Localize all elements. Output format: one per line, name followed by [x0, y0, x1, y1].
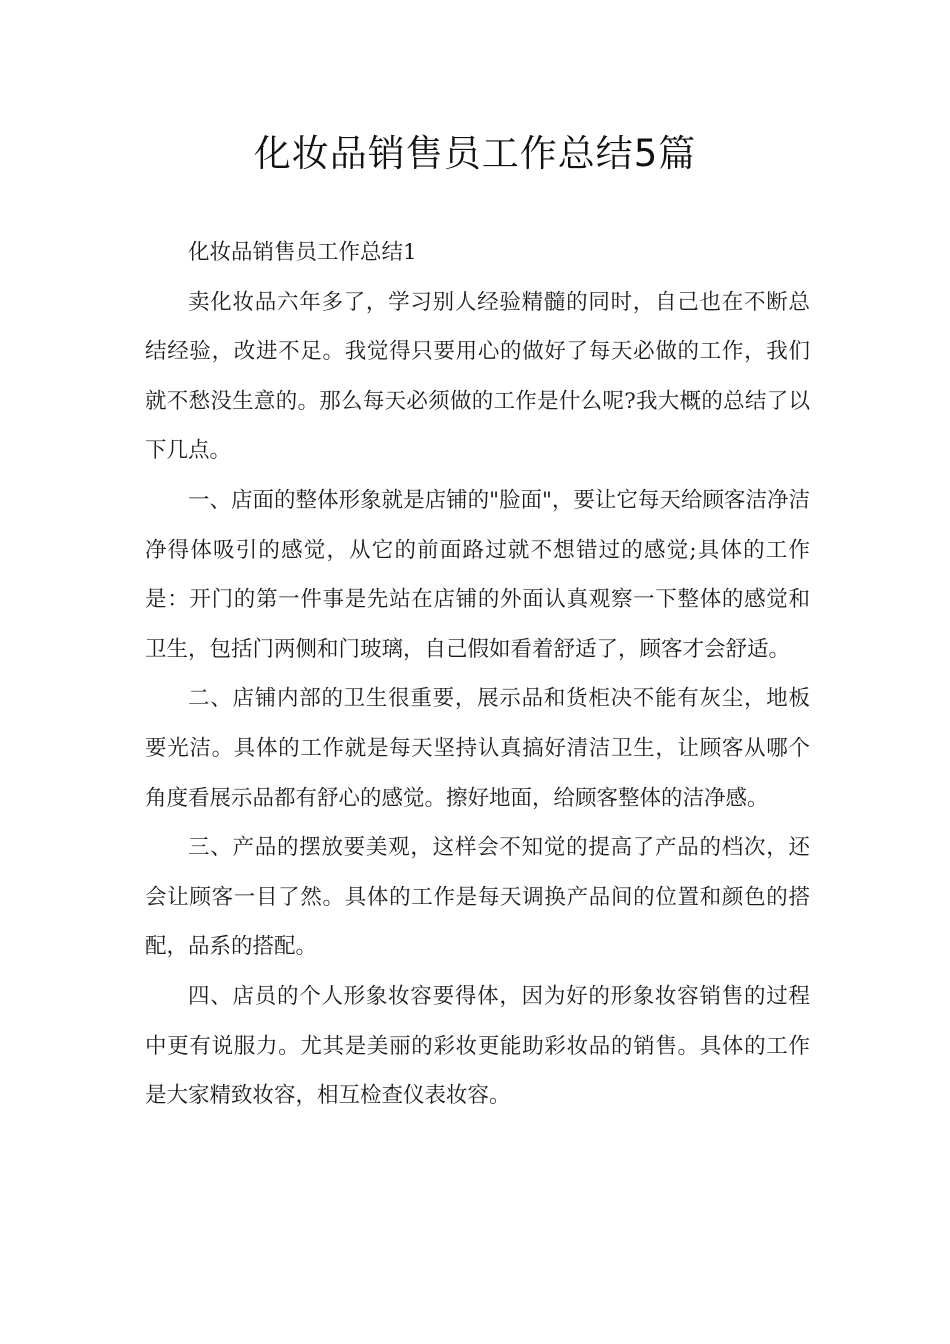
- paragraph-point-3: 三、产品的摆放要美观，这样会不知觉的提高了产品的档次，还会让顾客一目了然。具体的工作是每天调换产品间的位置和颜色的搭配，品系的搭配。: [145, 835, 810, 960]
- paragraph-point-1: 一、店面的整体形象就是店铺的"脸面"，要让它每天给顾客洁净洁净得体吸引的感觉，从它的前面路过就不想错过的感觉;具体的工作是：开门的第一件事是先站在店铺的外面认真观察一下整体的感觉和卫生，包括门两侧和门玻璃，自己假如看着舒适了，顾客才会舒适。: [145, 487, 810, 662]
- paragraph-point-4: 四、店员的个人形象妆容要得体，因为好的形象妆容销售的过程中更有说服力。尤其是美丽的彩妆更能助彩妆品的销售。具体的工作是大家精致妆容，相互检查仪表妆容。: [145, 983, 810, 1109]
- section-heading: 化妆品销售员工作总结1: [188, 240, 417, 265]
- paragraph-intro: 卖化妆品六年多了，学习别人经验精髓的同时，自己也在不断总结经验，改进不足。我觉得只要用心的做好了每天必做的工作，我们就不愁没生意的。那么每天必须做的工作是什么呢?我大概的总结了以下几点。: [145, 289, 810, 464]
- paragraph-point-2: 二、店铺内部的卫生很重要，展示品和货柜决不能有灰尘，地板要光洁。具体的工作就是每天坚持认真搞好清洁卫生，让顾客从哪个角度看展示品都有舒心的感觉。擦好地面，给顾客整体的洁净感。: [145, 686, 810, 811]
- document-title: 化妆品销售员工作总结5篇: [253, 132, 697, 175]
- document-body: [145, 228, 810, 1121]
